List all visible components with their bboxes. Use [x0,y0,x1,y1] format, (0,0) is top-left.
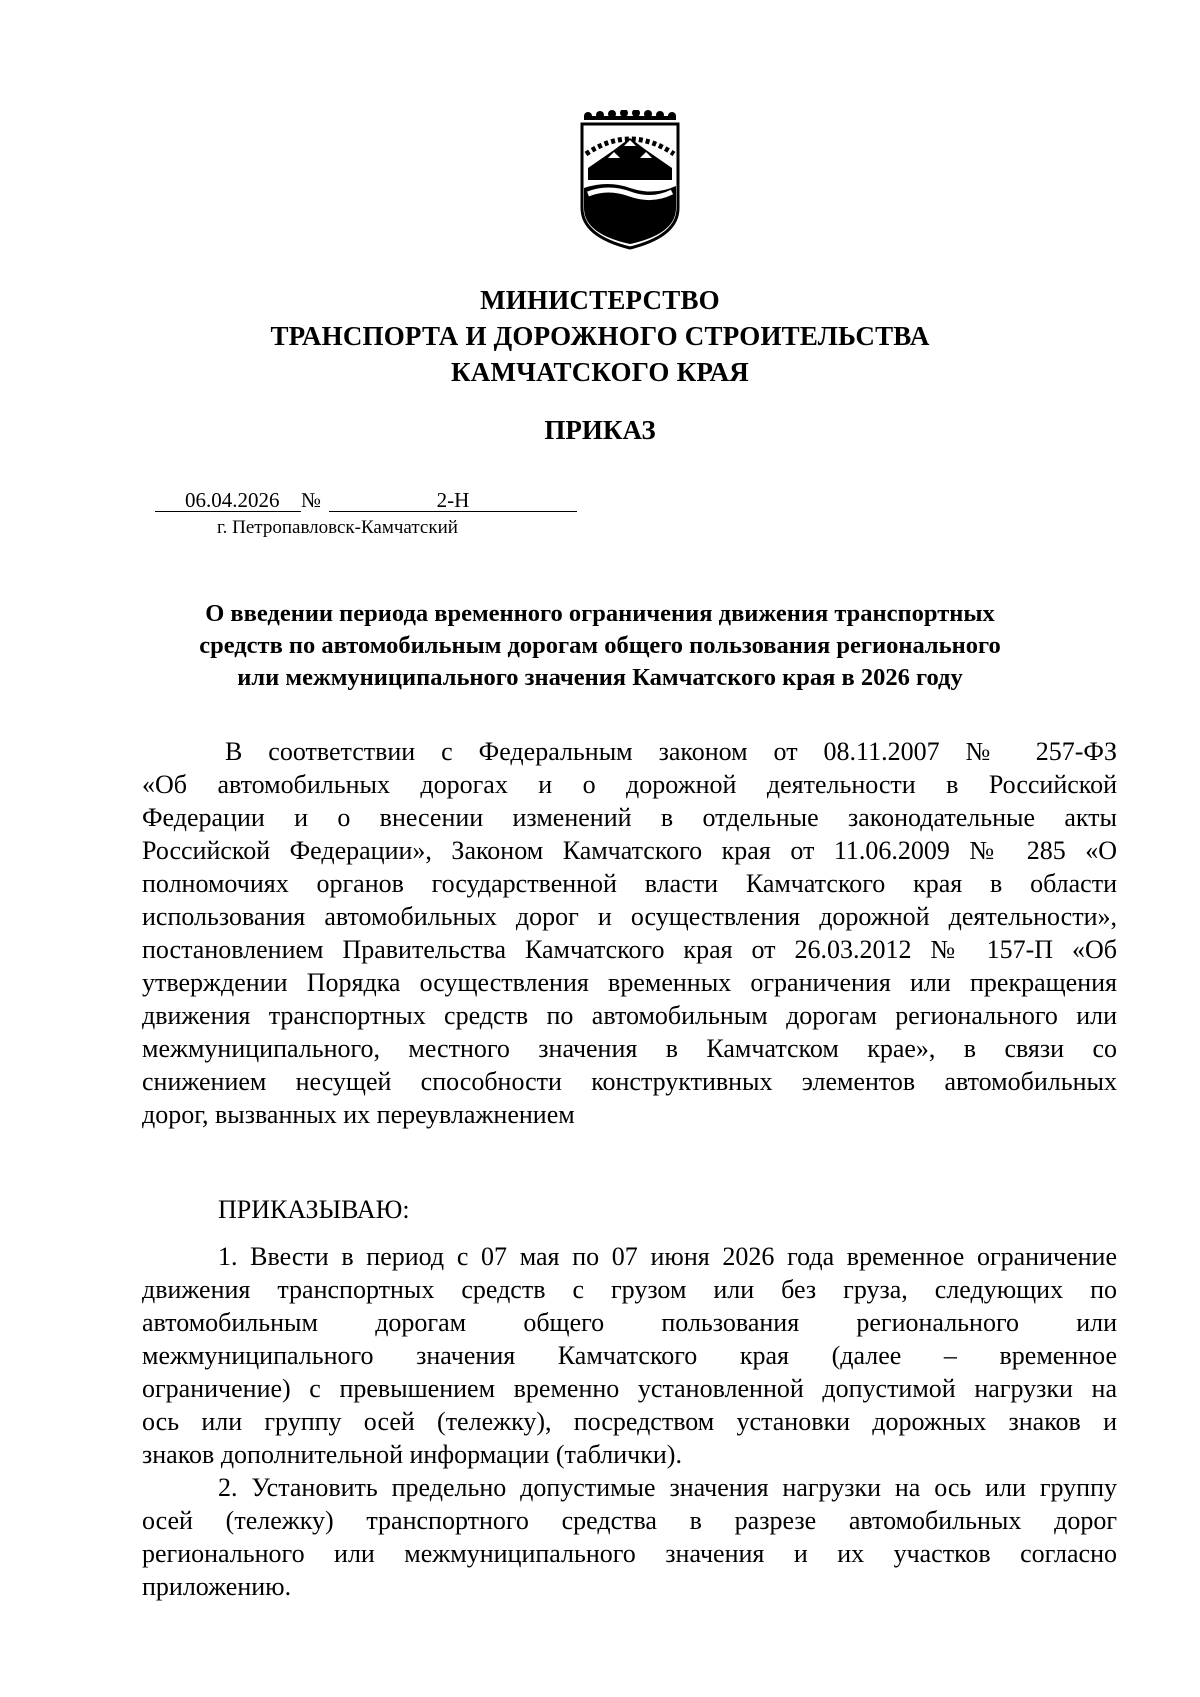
order-item-2 [142,1471,1117,1603]
item-1-line: знаков дополнительной информации (таблички). [142,1440,682,1469]
item-1-line: ось или группу осей (тележку), посредством установки дорожных знаков и [142,1407,1117,1436]
item-1-line: ограничение) с превышением временно установленной допустимой нагрузки на [142,1374,1117,1403]
kamchatka-coat-of-arms-icon [578,110,682,250]
preamble-line: Российской Федерации», Законом Камчатского края от 11.06.2009 № 285 «О [142,836,1117,865]
order-number: 2-Н [329,489,577,512]
item-1-line: движения транспортных средств с грузом или без груза, следующих по [142,1275,1117,1304]
preamble-line: постановлением Правительства Камчатского края от 26.03.2012 № 157-П «Об [142,935,1117,964]
city-label: г. Петропавловск-Камчатский [217,517,458,538]
preamble-line: межмуниципального, местного значения в Камчатском крае», в связи со [142,1034,1117,1063]
document-type: ПРИКАЗ [544,415,656,445]
preamble-line: полномочиях органов государственной власти Камчатского края в области [142,869,1117,898]
preamble-line: «Об автомобильных дорогах и о дорожной деятельности в Российской [142,770,1117,799]
title-line-2: средств по автомобильным дорогам общего пользования регионального [199,632,1001,659]
title-line-3: или межмуниципального значения Камчатского края в 2026 году [237,664,963,691]
item-2-line: регионального или межмуниципального значения и их участков согласно [142,1539,1117,1568]
item-1-line: межмуниципального значения Камчатского края (далее – временное [142,1341,1117,1370]
preamble-line: В соответствии с Федеральным законом от 08.11.2007 № 257-ФЗ [225,737,1117,766]
preamble-line: утверждении Порядка осуществления временных ограничения или прекращения [142,968,1117,997]
ministry-name-line-2: ТРАНСПОРТА И ДОРОЖНОГО СТРОИТЕЛЬСТВА [270,321,930,351]
preamble-line: Федерации и о внесении изменений в отдельные законодательные акты [142,803,1117,832]
preamble-line: дорог, вызванных их переувлажнением [142,1100,575,1129]
registration-line [155,487,577,513]
number-sign: № [301,488,322,512]
order-directive: ПРИКАЗЫВАЮ: [218,1195,410,1224]
ministry-name-line-3: КАМЧАТСКОГО КРАЯ [451,357,749,387]
title-line-1: О введении периода временного ограничения движения транспортных [205,600,995,627]
order-item-1 [142,1240,1117,1471]
preamble-line: снижением несущей способности конструктивных элементов автомобильных [142,1067,1117,1096]
item-1-line: автомобильным дорогам общего пользования регионального или [142,1308,1117,1337]
order-date: 06.04.2026 [155,489,301,512]
item-1-line: 1. Ввести в период с 07 мая по 07 июня 2026 года временное ограничение [218,1242,1117,1271]
item-2-line: приложению. [142,1572,292,1601]
document-title [140,598,1060,694]
item-2-line: 2. Установить предельно допустимые значения нагрузки на ось или группу [218,1473,1117,1502]
preamble-paragraph [142,735,1117,1131]
preamble-line: использования автомобильных дорог и осуществления дорожной деятельности», [142,902,1117,931]
ministry-name [0,282,1200,390]
item-2-line: осей (тележку) транспортного средства в разрезе автомобильных дорог [142,1506,1117,1535]
preamble-line: движения транспортных средств по автомобильным дорогам регионального или [142,1001,1117,1030]
ministry-name-line-1: МИНИСТЕРСТВО [480,285,720,315]
